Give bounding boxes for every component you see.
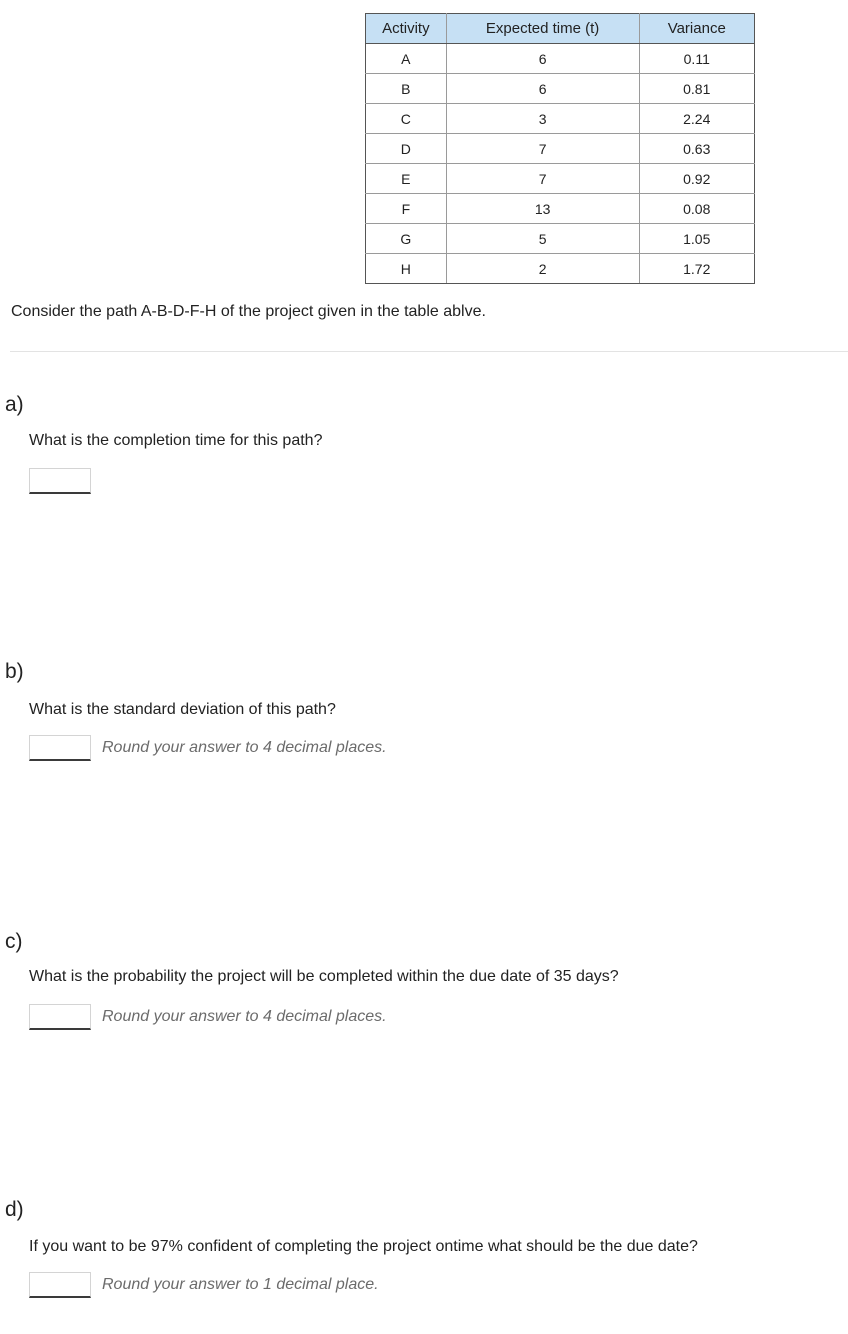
section-divider: [10, 351, 848, 352]
part-d-answer-row: [29, 1270, 379, 1300]
part-d-label: d): [5, 1198, 24, 1221]
time-cell: 3: [446, 104, 639, 134]
variance-cell: 1.72: [639, 254, 754, 284]
time-cell: 2: [446, 254, 639, 284]
part-a-answer-row: [29, 466, 91, 496]
table-row: [366, 224, 755, 254]
table-row: [366, 104, 755, 134]
time-cell: 5: [446, 224, 639, 254]
activity-cell: E: [366, 164, 447, 194]
header-activity: Activity: [366, 14, 447, 44]
part-b-label: b): [5, 660, 24, 683]
table-row: [366, 44, 755, 74]
table-row: [366, 254, 755, 284]
activity-cell: C: [366, 104, 447, 134]
time-cell: 13: [446, 194, 639, 224]
part-c-answer-row: [29, 1002, 387, 1032]
variance-cell: 0.63: [639, 134, 754, 164]
variance-cell: 0.08: [639, 194, 754, 224]
part-d-answer-input[interactable]: [29, 1272, 91, 1298]
part-b-answer-input[interactable]: [29, 735, 91, 761]
part-b-rounding-hint: Round your answer to 4 decimal places.: [102, 739, 387, 756]
table-row: [366, 164, 755, 194]
table-row: [366, 134, 755, 164]
activity-table: [365, 13, 755, 284]
part-d-rounding-hint: Round your answer to 1 decimal place.: [102, 1276, 379, 1293]
variance-cell: 0.81: [639, 74, 754, 104]
time-cell: 7: [446, 134, 639, 164]
part-c-rounding-hint: Round your answer to 4 decimal places.: [102, 1008, 387, 1025]
variance-cell: 2.24: [639, 104, 754, 134]
part-a-label: a): [5, 393, 24, 416]
part-a-question: What is the completion time for this path?: [29, 432, 323, 449]
variance-cell: 0.11: [639, 44, 754, 74]
table-header-row: [366, 14, 755, 44]
activity-cell: F: [366, 194, 447, 224]
part-c-answer-input[interactable]: [29, 1004, 91, 1030]
intro-text: Consider the path A-B-D-F-H of the project given in the table ablve.: [11, 303, 486, 320]
header-variance: Variance: [639, 14, 754, 44]
time-cell: 6: [446, 74, 639, 104]
activity-cell: G: [366, 224, 447, 254]
activity-cell: B: [366, 74, 447, 104]
part-a-answer-input[interactable]: [29, 468, 91, 494]
part-d-question: If you want to be 97% confident of completing the project ontime what should be the due date?: [29, 1238, 698, 1255]
variance-cell: 1.05: [639, 224, 754, 254]
activity-cell: H: [366, 254, 447, 284]
activity-cell: A: [366, 44, 447, 74]
table-row: [366, 74, 755, 104]
time-cell: 7: [446, 164, 639, 194]
part-b-question: What is the standard deviation of this path?: [29, 701, 336, 718]
part-c-question: What is the probability the project will be completed within the due date of 35 days?: [29, 968, 619, 985]
activity-cell: D: [366, 134, 447, 164]
time-cell: 6: [446, 44, 639, 74]
header-expected-time: Expected time (t): [446, 14, 639, 44]
part-c-label: c): [5, 930, 23, 953]
variance-cell: 0.92: [639, 164, 754, 194]
table-row: [366, 194, 755, 224]
part-b-answer-row: [29, 733, 387, 763]
